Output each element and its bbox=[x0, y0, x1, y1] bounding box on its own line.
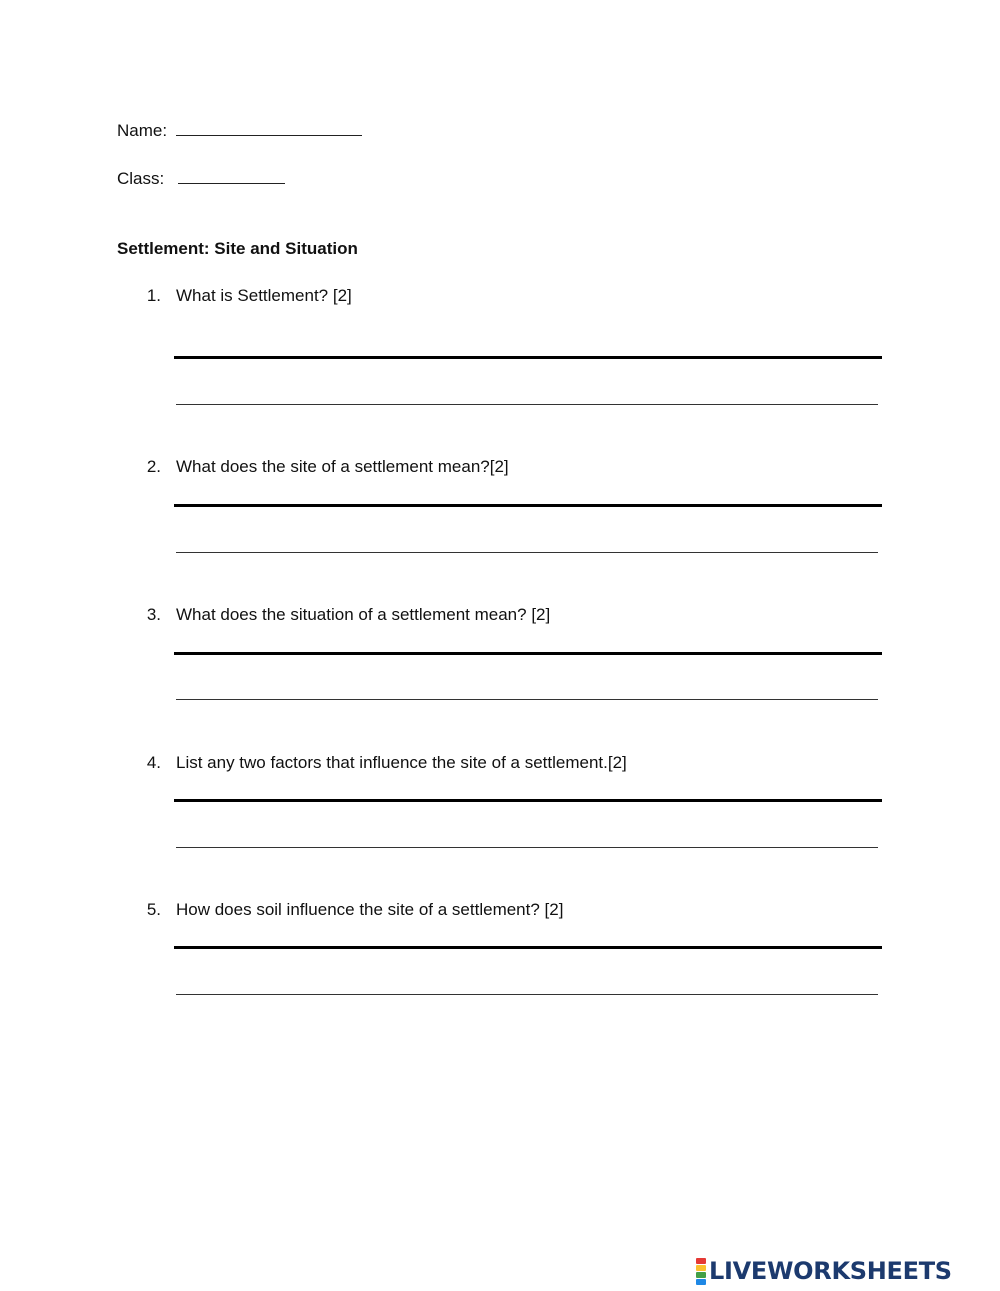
worksheet-title: Settlement: Site and Situation bbox=[117, 239, 358, 258]
answer-blank-line bbox=[176, 847, 878, 848]
question-text: What does the situation of a settlement mean? [2] bbox=[176, 605, 551, 624]
class-label: Class: bbox=[117, 169, 165, 188]
logo-text: LIVEWORKSHEETS bbox=[709, 1257, 952, 1285]
class-blank[interactable] bbox=[178, 167, 285, 184]
logo-block bbox=[696, 1272, 706, 1278]
class-field-row bbox=[117, 167, 285, 189]
question-text: What is Settlement? [2] bbox=[176, 286, 352, 305]
question-number: 3. bbox=[146, 605, 161, 624]
question-number: 5. bbox=[146, 900, 161, 919]
logo-block bbox=[696, 1279, 706, 1285]
answer-input-line[interactable] bbox=[174, 652, 882, 655]
answer-input-line[interactable] bbox=[174, 799, 882, 802]
name-field-row bbox=[117, 119, 362, 141]
answer-blank-line bbox=[176, 994, 878, 995]
question-text: How does soil influence the site of a settlement? [2] bbox=[176, 900, 564, 919]
question-number: 1. bbox=[146, 286, 161, 305]
answer-blank-line bbox=[176, 552, 878, 553]
liveworksheets-logo bbox=[696, 1257, 952, 1285]
logo-block bbox=[696, 1258, 706, 1264]
question-number: 2. bbox=[146, 457, 161, 476]
answer-blank-line bbox=[176, 699, 878, 700]
name-blank[interactable] bbox=[176, 119, 362, 136]
answer-input-line[interactable] bbox=[174, 946, 882, 949]
question-number: 4. bbox=[146, 753, 161, 772]
question-text: What does the site of a settlement mean?[2] bbox=[176, 457, 509, 476]
answer-input-line[interactable] bbox=[174, 504, 882, 507]
name-label: Name: bbox=[117, 121, 168, 140]
question-text: List any two factors that influence the site of a settlement.[2] bbox=[176, 753, 627, 772]
answer-input-line[interactable] bbox=[174, 356, 882, 359]
answer-blank-line bbox=[176, 404, 878, 405]
logo-block bbox=[696, 1265, 706, 1271]
logo-blocks-icon bbox=[696, 1258, 706, 1285]
